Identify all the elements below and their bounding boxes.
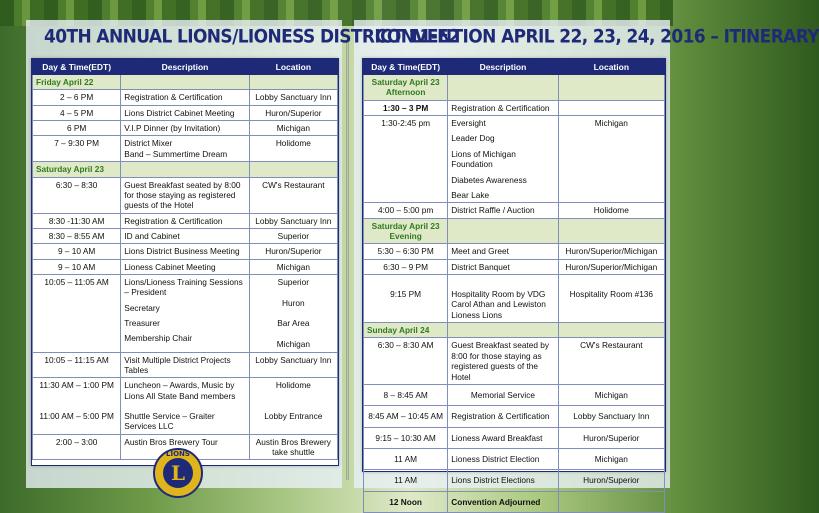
table-row: 12 Noon Convention Adjourned [364, 491, 665, 512]
day-row-saturday-afternoon: Saturday April 23 Afternoon [364, 75, 665, 101]
table-row: 10:05 – 11:05 AM Lions/Lioness Training Sessions – President Secretary Treasurer Membership Chair Superior Huron Bar Area Michigan [33, 275, 338, 353]
header-time: Day & Time(EDT) [33, 60, 121, 75]
table-row: 8:30 – 8:55 AM ID and Cabinet Superior [33, 228, 338, 243]
day-row-saturday-evening: Saturday April 23 Evening [364, 218, 665, 244]
left-title: 40TH ANNUAL LIONS/LIONESS DISTRICT 11-E2 [44, 26, 460, 48]
table-row: 11 AM Lions District Elections Huron/Superior [364, 470, 665, 491]
table-row: 9:15 PM Hospitality Room by VDG Carol Athan and Lewiston Lioness Lions Hospitality Room #136 [364, 275, 665, 323]
lions-emblem-icon [146, 443, 210, 493]
table-row: 6:30 – 8:30 AM Guest Breakfast seated by 8:00 for those staying as registered guests of the Hotel CW's Restaurant [364, 338, 665, 384]
table-row: 2:00 – 3:00 Austin Bros Brewery Tour Austin Bros Brewery take shuttle [33, 434, 338, 460]
right-itinerary-table [362, 58, 666, 507]
day-row-friday: Friday April 22 [33, 75, 338, 90]
table-row: 6:30 – 8:30 Guest Breakfast seated by 8:00 for those staying as registered guests of the Hotel CW's Restaurant [33, 177, 338, 213]
table-row: 7 – 9:30 PM District Mixer Band – Summertime Dream Holidome [33, 136, 338, 162]
header-description: Description [448, 60, 558, 75]
day-row-sunday: Sunday April 24 [364, 323, 665, 338]
table-row: 8:30 -11:30 AM Registration & Certification Lobby Sanctuary Inn [33, 213, 338, 228]
table-row: 2 – 6 PM Registration & Certification Lobby Sanctuary Inn [33, 90, 338, 105]
table-row: 9 – 10 AM Lioness Cabinet Meeting Michigan [33, 259, 338, 274]
table-row: 11 AM Lioness District Election Michigan [364, 448, 665, 469]
table-row: 5:30 – 6:30 PM Meet and Greet Huron/Superior/Michigan [364, 244, 665, 259]
table-row: 9 – 10 AM Lions District Business Meeting Huron/Superior [33, 244, 338, 259]
table-row: 4 – 5 PM Lions District Cabinet Meeting Huron/Superior [33, 105, 338, 120]
header-time: Day & Time(EDT) [364, 60, 448, 75]
table-row: 11:30 AM – 1:00 PM 11:00 AM – 5:00 PM Luncheon – Awards, Music by Lions All State Band members Shuttle Service – Graiter Services LLC Holidome Lobby Entrance [33, 378, 338, 434]
svg-text:L: L [170, 461, 186, 485]
table-row: 9:15 – 10:30 AM Lioness Award Breakfast Huron/Superior [364, 427, 665, 448]
table-row: 10:05 – 11:15 AM Visit Multiple District Projects Tables Lobby Sanctuary Inn [33, 352, 338, 378]
table-header [364, 60, 665, 75]
table-row: 1:30-2:45 pm Eversight Leader Dog Lions of Michigan Foundation Diabetes Awareness Bear Lake Michigan [364, 116, 665, 203]
table-row: 1:30 – 3 PM Registration & Certification [364, 100, 665, 115]
table-header [33, 60, 338, 75]
table-row: 8:45 AM – 10:45 AM Registration & Certification Lobby Sanctuary Inn [364, 406, 665, 427]
header-location: Location [558, 60, 664, 75]
table-row: 8 – 8:45 AM Memorial Service Michigan [364, 384, 665, 405]
table-row: 6 PM V.I.P Dinner (by Invitation) Michigan [33, 121, 338, 136]
left-itinerary-table [31, 58, 339, 466]
table-row: 6:30 – 9 PM District Banquet Huron/Superior/Michigan [364, 259, 665, 274]
header-description: Description [121, 60, 249, 75]
emblem-text: LIONS [166, 450, 190, 458]
day-row-saturday: Saturday April 23 [33, 162, 338, 177]
right-title: CONVENTION APRIL 22, 23, 24, 2016 – ITINERARY [375, 26, 819, 48]
table-row: 4:00 – 5:00 pm District Raffle / Auction Holidome [364, 203, 665, 218]
page-binding [346, 40, 349, 480]
header-location: Location [249, 60, 337, 75]
